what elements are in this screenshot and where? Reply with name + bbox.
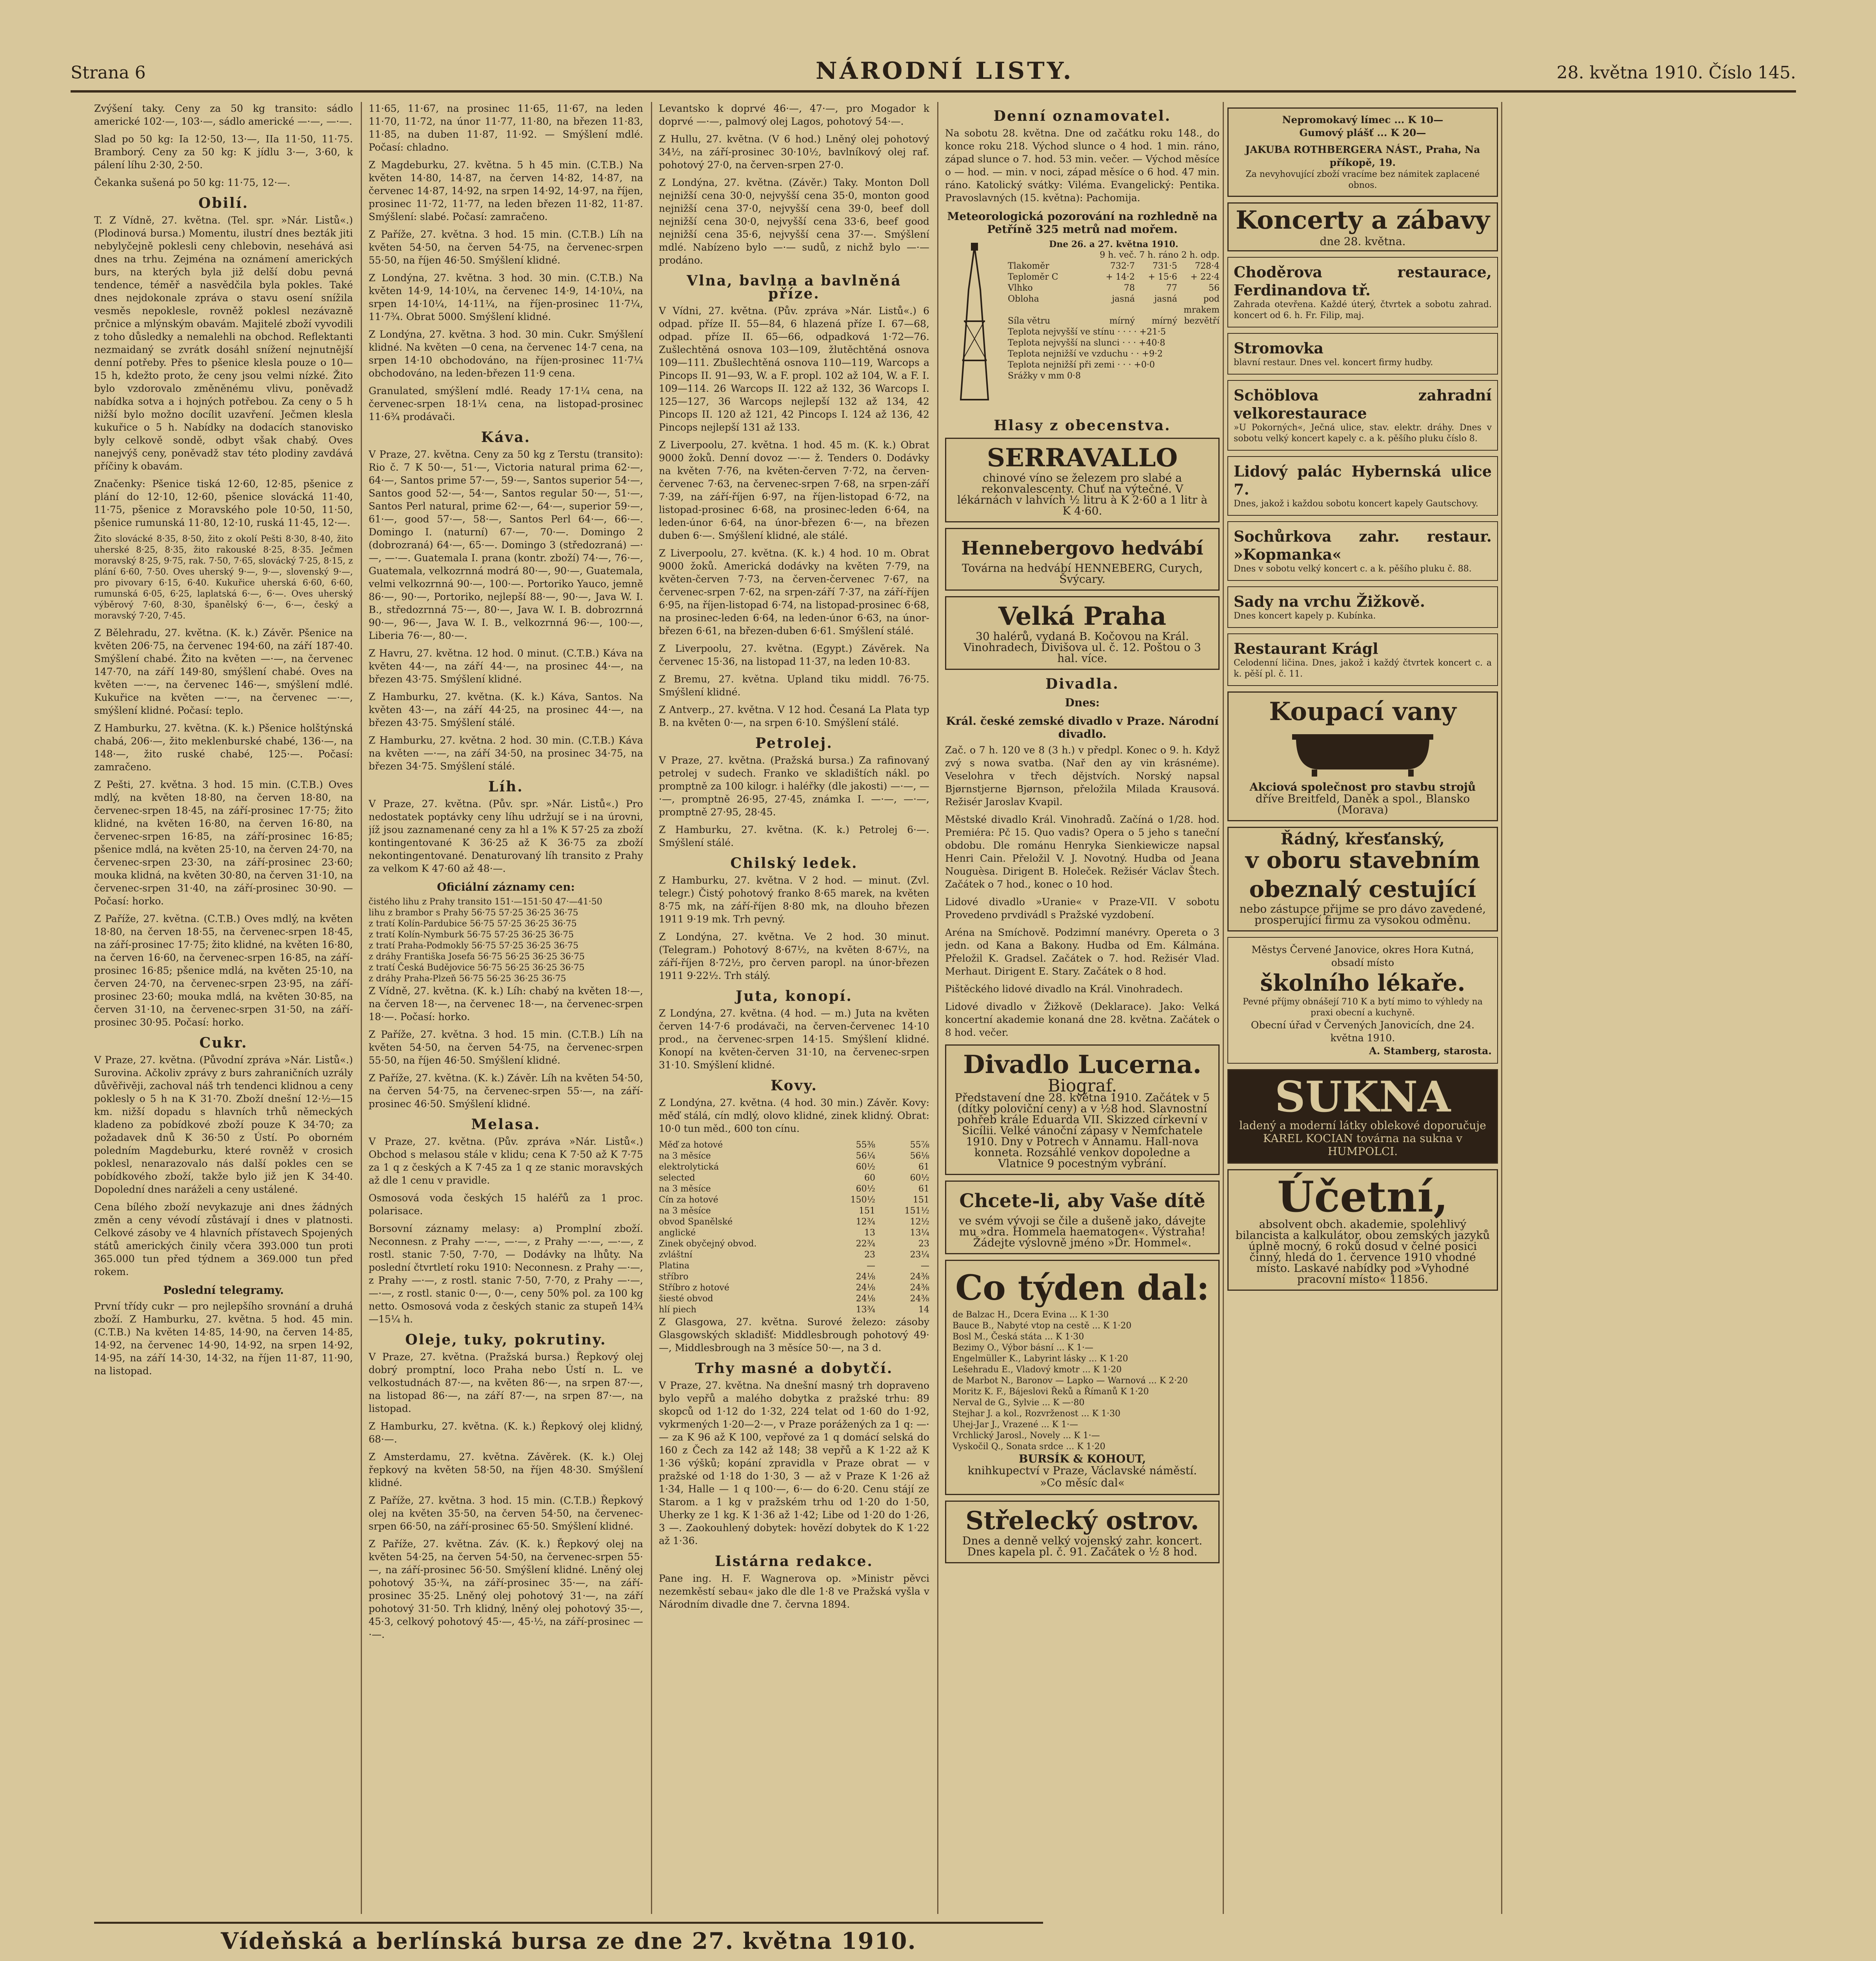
row-value: 13 [864, 1228, 875, 1238]
venue-list [1227, 257, 1498, 686]
venue-ad [1227, 456, 1498, 516]
paragraph: V Praze, 27. května. Ceny za 50 kg z Terstu (transito): Rio č. 7 K 50·—, 51·—, Victoria natural prima 62·—, 64·—, Santos prime 57·—, 59·—, Santos superior 54·—, Santos good 52·—, 54·—, Santos regular 50·—, 51·—, Santos Perl natural, prime 62·—, 64·—, superior 59·—, 61·—, good 57·—, 58·—, Santos Perl 64·—, 66·—. Domingo I. (naturní) 67·—, 70·—. Domingo 2 (dobrozraná) 64·—, 65·—. Domingo 3 (středozraná) —·—, —·—. Guatemala I. prana (kontr. zboží) 74·—, 76·—, Guatemala, velkozrnná modrá 80·—, 90·—, Guatemala, velmi velkozrnná 90·—, 100·—. Portoriko Yauco, jemně 86·—, 90·—, Portoriko, nejlepší 88·—, 90·—, Java W. I. B., středozrnná 75·—, 80·—, Java W. I. B. dobrozrnná 90·—, 96·—, Java W. I. B., velkozrnná 96·—, 100·—, Liberia 76·—, 80·—. [369, 449, 643, 641]
table-row [659, 1184, 929, 1195]
paragraph: V Praze, 27. května. (Pův. zpráva »Nár. Listů«.) Obchod s melasou stále v klidu; cena K 7·50 až K 7·75 za 1 q z českých a K 7·45 za 1 q ze stanic moravských až dle 1 cenu v pravidle. [369, 1136, 643, 1186]
section-heading: Trhy masné a dobytčí. [695, 1360, 893, 1377]
table-row: z dráhy Praha-Plzeň 56·75 56·25 36·25 36·75 [369, 974, 566, 984]
row-value: bezvětří [1184, 316, 1220, 326]
list-item: Uhej-Jar J., Vrazené ... K 1·— [953, 1420, 1078, 1430]
petrin-tower-icon [945, 243, 1004, 407]
ad-text: absolvent obch. akademie, spolehlivý bilancista a kalkulátor, obou zemských jazyků úplně mocný, 6 roků dosud v čelné posici činný, hledá do 1. července 1910 vhodné místo. Laskavé nabídky pod »Vyhodné pracovní místo« 11856. [1235, 1218, 1490, 1286]
row-label: Obloha [1008, 294, 1039, 304]
paragraph: Městské divadlo Král. Vinohradů. Začíná o 1/28. hod. Premiéra: Pč 15. Quo vadis? Opera o 5 jeho s taneční obdobu. Dle románu Henryka Sienkiewicze napsal Henri Cain. Přeložil V. J. Novotný. Hudba od Jeana Nouguèsa. Dirigent B. Holeček. Režisér Václav Štech. Začátek o 7 hod., konec o 10 hod. [945, 814, 1220, 890]
ad-text: Městys Červené Janovice, okres Hora Kutná, obsadí místo [1251, 944, 1474, 968]
section-heading: Káva. [481, 429, 531, 446]
column-rule [361, 102, 362, 1914]
row-label: Vlhko [1008, 283, 1033, 293]
row-value: 60 [864, 1173, 875, 1183]
list-item: Moritz K. F., Bájeslovi Řeků a Římanů K 1·20 [953, 1387, 1149, 1397]
ad-title: Řádný, křesťanský, [1280, 830, 1445, 848]
row-value: 56 [1209, 283, 1220, 293]
paragraph: V Praze, 27. května. (Původní zpráva »Nár. Listů«.) Surovina. Ačkoliv zprávy z burs zahraničních uzrály důvěřivěji, zachoval náš trh tendenci klidnou a ceny poklesly o 5 h na K 31·70. Zboží dnešní 12·½—15 km. nižší dopadu s hlavních trhů německých kladeno za pobídkové zboží pouze K 34·70; za požadavek dnů K 36·50 z Ústí. Po oborném poledním Magdeburku, které rovněž v crosich poklesl, nenarazovalo nás další pokles cen se pobídkového zboží, takže bylo již jen K 34·40. Dopolední dnes naráželi a ceny ustálené. [94, 1054, 353, 1195]
row-label: stříbro [659, 1272, 689, 1282]
paragraph: Z Magdeburku, 27. května. 5 h 45 min. (C.T.B.) Na květen 14·80, 14·87, na červen 14·82, 14·87, na červenec 14·87, 14·92, na srpen 14·92, 14·97, na říjen, prosinec 11·72, 11·77, na leden březen 11·82, 11·87. Smýšlení: slabé. Počasí: zamračeno. [369, 159, 643, 222]
ad-publisher: BURSÍK & KOHOUT, [1018, 1452, 1146, 1465]
paragraph: Osmosová voda českých 15 haléřů za 1 proc. polarisace. [369, 1192, 643, 1217]
paragraph: Z Hamburku, 27. května. (K. k.) Petrolej 6·—. Smýšlení stálé. [659, 824, 929, 848]
paragraph: Slad po 50 kg: Ia 12·50, 13·—, IIa 11·50, 11·75. Bramborý. Ceny za 50 kg: K jídlu 3·—, 3·60, k pálení líhu 2·30, 2·50. [94, 133, 353, 171]
row-value: 13¾ [856, 1305, 875, 1315]
paragraph: Z Londýna, 27. května. Ve 2 hod. 30 minut. (Telegram.) Pohotový 8·67½, na květen 8·67½, na září-říjen 8·72½, pro červen paropl. na únor-březen 1911 9·22½. Trh stálý. [659, 931, 929, 981]
section-heading: Kovy. [771, 1077, 818, 1094]
bathtub-icon [1288, 726, 1437, 777]
paragraph: Z Antverp., 27. května. V 12 hod. Česaná La Plata typ B. na květen 0·—, na srpen 6·10. Smýšlení stálé. [659, 704, 929, 728]
paragraph: Z Liverpoolu, 27. května. (K. k.) 4 hod. 10 m. Obrat 9000 žoků. Americká dodávky na květen 7·79, na květen-červen 7·73, na červen-červenec 7·67, na červenec-srpen 7·62, na srpen-září 7·37, na září-říjen 6·95, na říjen-listopad 6·74, na listopad-prosinec 6·68, na prosinec-leden 6·64, na leden-únor 6·63, na únor-březen 6·61, na březen-duben 6·61. Smýšlení stálé. [659, 548, 929, 637]
paragraph: Žito slovácké 8·35, 8·50, žito z okolí Pešti 8·30, 8·40, žito uherské 8·25, 8·35, žito rakouské 8·25, 8·35. Ječmen moravský 8·25, 9·75, rak. 7·50, 7·65, slovácký 7·25, 8·15, z plání 6·60, 7·50. Oves uherský 9·—, 9·—, slovenský 9·—, pro pivovary 6·15, 6·40. Kukuřice uherská 6·60, 6·60, rumunská 6·05, 6·25, laplatská 6·—, 6·—. Oves uherský výběrový 7·60, 8·30, španělský 6·—, 6·—, český a moravský 7·20, 7·45. [94, 534, 353, 621]
table-row [659, 1282, 929, 1293]
row-value: 24⅛ [856, 1283, 875, 1293]
paragraph: Z Glasgowa, 27. května. Surové železo: zásoby Glasgowských skladišť: Middlesbrough pohotový 49·—, Middlesbrough na 3 měsíce 50·—, na 3 d. [659, 1316, 929, 1353]
meteo-rows [1008, 261, 1220, 327]
ad-hommel [945, 1181, 1220, 1254]
paragraph: V Praze, 27. května. (Pův. spr. »Nár. Listů«.) Pro nedostatek poptávky ceny líhu udržují se i na úrovni, jíž jsou zaznamenané ceny za hl a 1% K 57·25 za zboží kontingentované K 36·25 až K 36·75 za zboží nekontingentované. Denaturovaný líh transito z Prahy za velkom K 47·60 až 48·—. [369, 798, 643, 874]
paragraph: Na sobotu 28. května. Dne od začátku roku 148., do konce roku 218. Východ slunce o 4 hod. 1 min. ráno, západ slunce o 7. hod. 53 min. večer. — Východ měsíce o — hod. — min. v noci, západ měsíce o 6 hod. 47 min. ráno. Katolický svátky: Viléma. Evangelický: Pentika. Pravoslavných (15. května): Pachomija. [945, 127, 1220, 204]
row-value: 151 [859, 1206, 875, 1216]
table-row [659, 1195, 929, 1206]
row-value: 61 [918, 1162, 929, 1172]
ad-text: Představení dne 28. května 1910. Začátek v 5 (dítky poloviční ceny) a v ½8 hod. Slavnostní pohřeb krále Eduarda VII. Skizzed církevní v Sicílii. Velké vánoční zápasy v Nemfchatele 1910. Dny v Potrech v Annamu. Hall-nova konneta. Rozsáhlé venkov dopoledne a Vlatnice 9 pocestným vybrání. [954, 1091, 1210, 1170]
ad-text: dříve Breitfeld, Daněk a spol., Blansko (Morava) [1255, 792, 1470, 816]
page-number: Strana 6 [71, 63, 146, 83]
paragraph: Značenky: Pšenice tiská 12·60, 12·85, pšenice z plání do 12·10, 12·60, pšenice slovácká 11·40, 11·75, pšenice z Moravského pole 10·50, 11·50, pšenice rumunská 11·80, 12·10, ruská 11·45, 12·—. [94, 478, 353, 528]
paragraph: Z Paříže, 27. května. Záv. (K. k.) Řepkový olej na květen 54·25, na červen 54·50, na červenec-srpen 55·—, na září-prosinec 56·50. Smýšlení klidné. Lněný olej pohotový 35·¾, na září-prosinec 35·—, na září-prosinec 35·25. Lněný olej pohotový 31·—, na září pohotový 31·50. Trh klidný, lněný olej pohotový 35·—, 45·3, celkový pohotový 45·—, 45·½, na září-prosinec —·—. [369, 1538, 643, 1640]
ad-books [945, 1260, 1220, 1495]
ad-text: chinové víno se železem pro slabé a rekonvalescenty. Chuť na výtečné. V lékárnách v lahvích ½ litru à K 2·60 a 1 litr à K 4·60. [957, 471, 1208, 517]
book-list [953, 1310, 1212, 1452]
ad-text: 30 halérů, vydaná B. Kočovou na Král. Vinohradech, Divišova ul. č. 12. Poštou o 3 hal. více. [963, 630, 1201, 665]
row-label: elektrolytická [659, 1162, 719, 1172]
paragraph: Z Paříže, 27. května. 3 hod. 15 min. (C.T.B.) Líh na květen 54·50, na červen 54·75, na červenec-srpen 55·50, na říjen 46·50. Smýšlení klidné. [369, 1029, 643, 1066]
section-heading: Líh. [488, 779, 524, 795]
table-row: z tratí Česká Budějovice 56·75 56·25 36·25 36·75 [369, 963, 585, 973]
paragraph: Z Bělehradu, 27. května. (K. k.) Závěr. Pšenice na květen 206·75, na červenec 194·60, na září 187·40. Smýšlení chabé. Žito na květen —·—, na červenec 147·70, na září 149·80, smýšlení chabé. Oves na květen —·—, na červenec 146·—, smýšlení mdlé. Kukuřice na květen —·—, na červenec —·—, smýšlení klidné. Počasí: teplo. [94, 627, 353, 716]
list-item: Nerval de G., Sylvie ... K —·80 [953, 1398, 1085, 1408]
paragraph: Lidové divadlo »Uranie« v Praze-VII. V sobotu Provedeno prvdivádl s Pražské vyzdobení. [945, 896, 1220, 920]
venue-text: Dnes, jakož i každou sobotu koncert kapely Gautschovy. [1234, 499, 1478, 509]
venue-ad [1227, 521, 1498, 581]
column-rule [1501, 102, 1502, 1914]
paragraph: Z Hullu, 27. května. (V 6 hod.) Lněný olej pohotový 34½, na září-prosinec 30·10½, bavlníkový olej raf. pohotový 27·0, na červen-srpen 27·0. [659, 133, 929, 171]
paragraph: Aréna na Smíchově. Podzimní manévry. Opereta o 3 jedn. od Kana a Bakony. Hudba od Em. Kálmána. Přeložil K. Gradsel. Začátek o 7. hod. Režisér Vlad. Merhaut. Dirigent E. Stary. Začátek o 8 hod. [945, 927, 1220, 977]
paragraph: Levantsko k doprvé 46·—, 47·—, pro Mogador k doprvé —·—, palmový olej Lagos, pohotový 54·—. [659, 103, 929, 127]
column-4 [945, 102, 1220, 1914]
paragraph: Z Londýna, 27. května. (4 hod. — m.) Juta na květen červen 14·7·6 prodávači, na červen-červenec 14·10 prod., na červenec-srpen 14·15. Smýšlení klidné. Konopí na květen-červen 31·10, na červenec-srpen 31·10. Smýšlení klidné. [659, 1008, 929, 1071]
ad-text: »Co měsíc dal« [1040, 1476, 1125, 1489]
ad-lekar [1227, 937, 1498, 1064]
row-label: anglické [659, 1228, 696, 1238]
row-value: 24⅛ [856, 1272, 875, 1282]
meteo-extra: Teplota nejvyšší na slunci · · · +40·8 [1008, 338, 1165, 348]
table-row [659, 1140, 929, 1151]
meteo-block [945, 239, 1220, 411]
row-label: na 3 měsíce [659, 1151, 711, 1161]
row-value: 55⅜ [856, 1140, 875, 1150]
venue-name: Stromovka [1234, 339, 1323, 357]
table-row [659, 1272, 929, 1282]
ad-line: Gumový plášť ... K 20— [1299, 127, 1426, 138]
row-value: 60½ [856, 1184, 875, 1194]
table-row [659, 1239, 929, 1250]
row-value: 151 [913, 1195, 929, 1205]
venue-text: Celodenní ličina. Dnes, jakož i každý čtvrtek koncert c. a k. pěší pl. č. 11. [1234, 658, 1492, 679]
row-label: na 3 měsíce [659, 1184, 711, 1194]
list-item: Bosl M., Česká státa ... K 1·30 [953, 1332, 1084, 1342]
row-value: 56¼ [856, 1151, 875, 1161]
ad-title: Chcete-li, aby Vaše dítě [959, 1190, 1205, 1212]
ad-text: JAKUBA ROTHBERGERA NÁST., Praha, Na příkopě, 19. [1245, 144, 1480, 168]
row-label: hlí piech [659, 1305, 696, 1315]
venue-name: Schöblova zahradní velkorestaurace [1234, 386, 1492, 422]
section-heading: Dnes: [1065, 696, 1100, 709]
meteo-extra: Teplota nejnižší při zemi · · · +0·0 [1008, 360, 1155, 370]
paragraph: Z Londýna, 27. května. (Závěr.) Taky. Monton Doll nejnižší cena 30·0, nejvyšší cena 35·0, monton good nejnižší cena 37·0, nejvyšší cena 39·0, beef doll nejnižší cena 30·0, nejvyšší cena 33·6, beef good nejnižší cena 35·6, nejvyšší cena 37·—. Smýšlení mdlé. Nabízeno bylo —·— sudů, z nichž bylo —·— prodáno. [659, 177, 929, 266]
table-row [659, 1173, 929, 1184]
row-label: Cín za hotové [659, 1195, 718, 1205]
table-row [659, 1217, 929, 1228]
section-heading: Obilí. [198, 195, 249, 211]
paragraph: Z Londýna, 27. května. 3 hod. 30 min. Cukr. Smýšlení klidné. Na květen —0 cena, na červenec 14·7 cena, na srpen 14·10 obchodováno, na říjen-prosinec 11·7¼ obchodováno, na leden-březen 11·9 cena. [369, 329, 643, 379]
ad-title: Koupací vany [1269, 697, 1456, 726]
ad-subtitle: Biograf. [1047, 1076, 1117, 1096]
paragraph: Čekanka sušená po 50 kg: 11·75, 12·—. [94, 177, 291, 188]
meteo-extra: Teplota nejvyšší ve stínu · · · · +21·5 [1008, 327, 1166, 337]
ad-title: SERRAVALLO [987, 443, 1178, 473]
column-rule [1223, 102, 1224, 1914]
ad-title: školního lékaře. [1260, 970, 1465, 996]
section-heading: Chilský ledek. [730, 855, 858, 871]
paragraph: Borsovní záznamy melasy: a) Promplní zboží. Neconnesn. z Prahy —·—, —·—, z Prahy —·—, —·—, z rostl. stanic 7·50, 7·70, — Dodávky na lhůty. Na poslední čtvrtletí roku 1910: Neconnesn. z Prahy —·—, z Prahy —·—, z rostl. stanic 7·50, 7·70, z Prahy —·—, —·—, z rostl. stanic 0·—, 0·—, ceny 50% pol. za 100 kg netto. Osmosová voda z českých stanic za stupeň 14¾—15¼ h. [369, 1223, 643, 1325]
row-value: 24⅜ [910, 1283, 929, 1293]
paragraph: Z Hamburku, 27. května. V 2 hod. — minut. (Zvl. telegr.) Čistý pohotový franko 8·65 marek, na květen 8·75 mk, na září-říjen 8·80 mk, na dlouho březen 1911 9·19 mk. Trh pevný. [659, 875, 929, 925]
ad-text: knihkupectví v Praze, Václavské náměstí. [967, 1464, 1197, 1477]
paragraph: Granulated, smýšlení mdlé. Ready 17·1¼ cena, na červenec-srpen 18·1¼ cena, na listopad-prosinec 11·6¾ prodávači. [369, 385, 643, 422]
list-item: de Marbot N., Baronov — Lapko — Warnová ... K 2·20 [953, 1376, 1188, 1386]
row-label: na 3 měsíce [659, 1206, 711, 1216]
row-value: 731·5 [1153, 261, 1177, 271]
column-1 [94, 102, 353, 1914]
ad-text: Za nevyhovující zboží vracíme bez námitek zaplacené obnos. [1245, 169, 1480, 190]
ad-text: ladený a moderní látky oblekové doporučuje KAREL KOCIAN továrna na sukna v HUMPOLCI. [1239, 1119, 1486, 1158]
ad-title: Hennebergovo hedvábí [961, 537, 1203, 559]
row-value: 150½ [850, 1195, 875, 1205]
meteo-extra: Teplota nejnižší ve vzduchu · · +9·2 [1008, 349, 1163, 359]
section-heading: Melasa. [471, 1116, 541, 1133]
column-rule [937, 102, 938, 1914]
row-value: 56⅛ [910, 1151, 929, 1161]
section-heading: Listárna redakce. [715, 1553, 873, 1570]
row-label: Síla větru [1008, 316, 1051, 326]
list-item: de Balzac H., Dcera Evina ... K 1·30 [953, 1310, 1109, 1320]
paragraph: Z Vídně, 27. května. (K. k.) Líh: chabý na květen 18·—, na červen 18·—, na červenec 18·—, na červenec-srpen 18·—. Počasí: horko. [369, 985, 643, 1022]
ad-text: ve svém vývoji se čile a dušeně jako, dávejte mu »dra. Hommela haematogen«. Výstraha! Žádejte výslovně jméno »Dr. Hommel«. [959, 1214, 1206, 1249]
column-3 [659, 102, 929, 1914]
paragraph: T. Z Vídně, 27. května. (Tel. spr. »Nár. Listů«.) (Plodinová bursa.) Momentu, ilustrí dnes bezták jiti nebylyčejně poklesli ceny chlebovin, nesehává asi dnes na trhu. Zejména na oznámení amerických burs, na kterých byla již delší dobu pevná tendence, téměř a nasvědčila byla pokles. Také dnes nejdokonale zpráva o stavu osení snížila vesměs nepoklesle, rovněž poklesl nezávazně prčnice a mlýnským obavám. Majitelé zboží vyvodili z toho důsledky a nemalehli na obchod. Reflektanti nezmaidaný se zvrátk dosáhl snížení nejnutnější denní potřeby. Přes to pšenice klesla pouze o 10—15 h, kdežto proto, že ceny jsou velmi nízké. Žito bylo vzdorovalo změněnému vlivu, poněvadž nabídka sotva a i hojných potřebou. Za ceny o 5 h nižší bylo možno docílit uzavření. Ječmen klesla kukuřice o 5 h. Nabídky na dodacích stanovisko byly celkově sondě, odbyt však chabý. Oves nanejvýš ceny, poněvadž stav této plodiny zavdává příčiny k obavám. [94, 215, 353, 472]
table-row [659, 1261, 929, 1272]
ad-text: Dnes a denně velký vojenský zahr. koncert. Dnes kapela pl. č. 91. Začátek o ½ 8 hod. [962, 1534, 1203, 1558]
row-label: šiesté obvod [659, 1294, 713, 1304]
ad-title: SUKNA [1274, 1072, 1451, 1122]
paragraph: V Vídni, 27. května. (Pův. zpráva »Nár. Listů«.) 6 odpad. příze II. 55—84, 6 hlazená příze I. 67—68, odpad. příze II. 65—66, odpadková 1·72—76. Zušlechtěná osnova 103—109, žlutěchtěná osnova 109—111. Zbušlechtěná osnova 110—119, Warcops a Pincops II. 91—93, W. a F. propl. 102 až 104, W. a F. I. 109—114. 26 Warcops II. 122 až 132, 36 Warcops I. 125—127, 36 Warcops nejlepší 132 až 134, 42 Pincops II. 120 až 121, 42 Pincops I. 124 až 136, 42 Pincops nejlepší 131 až 133. [659, 305, 929, 433]
section-heading: Poslední telegramy. [163, 1284, 284, 1297]
paragraph: Z Liverpoolu, 27. května. (Egypt.) Závěrek. Na červenec 15·36, na listopad 11·37, na leden 10·83. [659, 643, 929, 667]
price-table [369, 897, 643, 984]
column-5 [1227, 102, 1498, 1914]
ad-henneberg [945, 528, 1220, 591]
paragraph: Cena bílého zboží nevykazuje ani dnes žádných změn a ceny vévodí zůstávají i dnes v platnosti. Celkové zásoby ve 4 hlavních přístavech Spojených států amerických činily včera 393.000 tun proti 365.000 tun před týdnem a 369.000 tun před rokem. [94, 1201, 353, 1277]
row-label: Zinek obyčejný obvod. [659, 1239, 757, 1249]
venue-name: Sady na vrchu Žižkově. [1234, 593, 1425, 610]
meteo-row [1008, 294, 1220, 316]
row-value: 60½ [910, 1173, 929, 1183]
venue-ad [1227, 333, 1498, 375]
row-value: + 14·2 [1105, 272, 1135, 282]
row-label: selected [659, 1173, 695, 1183]
ad-text: Továrna na hedvábí HENNEBERG, Curych, Švýcary. [962, 562, 1203, 586]
ad-title: Účetní, [1277, 1172, 1448, 1222]
masthead: NÁRODNÍ LISTY. [816, 57, 1074, 85]
venue-text: blavní restaur. Dnes vel. koncert firmy hudby. [1234, 358, 1433, 367]
ad-strelecky [945, 1501, 1220, 1563]
row-value: 13¼ [910, 1228, 929, 1238]
paragraph: Z Paříže, 27. května. 3 hod. 15 min. (C.T.B.) Líh na květen 54·50, na červen 54·75, na červenec-srpen 55·50, na říjen 46·50. Smýšlení klidné. [369, 229, 643, 266]
table-row [659, 1206, 929, 1217]
ad-title: v oboru stavebním obeznalý cestující [1245, 847, 1480, 902]
koncerty-box [1227, 202, 1498, 251]
paragraph: Zač. o 7 h. 120 ve 8 (3 h.) v předpl. Konec o 9. h. Když zvý s nowa svatba. (Nař den ay vin krásnéme). Veselohra v třech dějstvích. Norský napsal Bjørnstjerne Bjørnson, přeložila Milada Krausová. Režisér Jaroslav Kvapil. [945, 744, 1220, 808]
table-row [659, 1250, 929, 1261]
row-value: + 15·6 [1148, 272, 1177, 282]
row-value: 151½ [904, 1206, 929, 1216]
meteo-row [1008, 283, 1220, 294]
row-value: — [921, 1261, 929, 1271]
paragraph: První třídy cukr — pro nejlepšího srovnání a druhá zboží. Z Hamburku, 27. května. 5 hod. 45 min. (C.T.B.) Na květen 14·85, 14·90, na červen 14·85, 14·92, na červenec 14·90, 14·92, na srpen 14·92, 14·95, na září 14·30, 14·32, na říjen 11·87, 11·90, na listopad. [94, 1301, 353, 1377]
venue-ad [1227, 380, 1498, 451]
section-heading: Juta, konopí. [736, 988, 853, 1004]
row-value: jasná [1154, 294, 1177, 304]
section-heading: Denní oznamovatel. [993, 108, 1171, 124]
ad-ucetni [1227, 1169, 1498, 1291]
row-label: Platina [659, 1261, 690, 1271]
meteo-columns: 9 h. več. 7 h. ráno 2 h. odp. [1100, 250, 1220, 260]
paragraph: V Praze, 27. května. Na dnešní masný trh dopraveno bylo vepřů a malého dobytka z pražské trhu: 89 skopců od 1·12 do 1·32, 224 telat od 1·60 do 1·92, vykrmených 1·20—2·—, v Praze porážených za 1 q: —·— za K 96 až K 100, vepřové za 1 q domácí selská do 160 z Čech za 142 až 148; 38 vepřů a K 1·22 až K 1·36 výšků; kopání zpravidla v Praze obrat — v pražské od 1·18 do 1·30, 3 — až v Praze K 1·26 až 1·34, Halle — 1 q 100·—, 6·— do 6·20. Cenu stájí ze Starom. a 1 kg v pražském trhu od 1·20 do 1·50, Uherky ze 1 kg. K 1·36 až 1·42; Libe od 1·20 do 1·26, 3 —. Zaokouhlený dobytek: hovězí dobytek do K 1·22 až 1·36. [659, 1380, 929, 1546]
paragraph: Z Paříže, 27. května. 3 hod. 15 min. (C.T.B.) Řepkový olej na květen 35·50, na červen 54·50, na červenec-srpen 66·50, na září-prosinec 65·50. Smýšlení klidné. [369, 1495, 643, 1532]
ad-title: Střelecký ostrov. [965, 1506, 1199, 1535]
section-heading: Oleje, tuky, pokrutiny. [405, 1332, 607, 1348]
list-item: Vyskočil Q., Sonata srdce ... K 1·20 [953, 1442, 1105, 1452]
row-value: 23 [918, 1239, 929, 1249]
row-value: 728·4 [1195, 261, 1220, 271]
list-item: Lešehradu E., Vladový kmotr ... K 1·20 [953, 1365, 1122, 1375]
paragraph: Pane ing. H. F. Wagnerova op. »Ministr pěvci nezemkěstí sebau« jako dle dle 1·8 ve Pražská vyšla v Národním divadle dne 7. června 1894. [659, 1573, 929, 1610]
section-heading: Divadla. [1045, 676, 1119, 692]
venue-name: Restaurant Krágl [1234, 640, 1378, 657]
meteo-extra: Srážky v mm 0·8 [1008, 371, 1081, 381]
venue-text: Dnes v sobotu velký koncert c. a k. pěšího pluku č. 88. [1234, 564, 1472, 574]
venue-ad [1227, 633, 1498, 686]
row-label: zvláštní [659, 1250, 693, 1260]
row-label: Tlakoměr [1008, 261, 1049, 271]
venue-name: Choděrova restaurace, Ferdinandova tř. [1234, 263, 1492, 299]
ad-text: Akciová společnost pro stavbu strojů [1249, 780, 1476, 793]
meteo-row [1008, 316, 1220, 327]
paragraph: Z Londýna, 27. května. (4 hod. 30 min.) Závěr. Kovy: měď stálá, cín mdlý, olovo klidné, zinek klidný. Obrat: 10·0 tun měd., 600 ton cínu. [659, 1097, 929, 1134]
list-item: Engelmüller K., Labyrint lásky ... K 1·20 [953, 1354, 1128, 1364]
section-date: dne 28. května. [1320, 235, 1406, 248]
ad-bathtubs [1227, 691, 1498, 821]
row-value: 23¼ [910, 1250, 929, 1260]
meteo-table [1008, 239, 1220, 411]
metals-table [659, 1140, 929, 1315]
table-row [659, 1304, 929, 1315]
table-row [659, 1228, 929, 1239]
row-value: + 22·4 [1190, 272, 1220, 282]
list-item: Bezimy O., Výbor básní ... K 1·— [953, 1343, 1094, 1353]
row-value: 78 [1124, 283, 1135, 293]
ad-serravallo [945, 438, 1220, 522]
ad-title: Divadlo Lucerna. [963, 1050, 1202, 1079]
theatre-name: Král. české zemské divadlo v Praze. Národní divadlo. [946, 715, 1219, 740]
section-heading: Meteorologická pozorování na rozhledně na Petříně 325 metrů nad mořem. [947, 210, 1218, 236]
ad-text: nebo zástupce přijme se pro dávo zavedené, prosperující firmu za vysokou odměnu. [1239, 902, 1486, 926]
row-value: 24⅛ [856, 1294, 875, 1304]
paragraph: Z Havru, 27. května. 12 hod. 0 minut. (C.T.B.) Káva na květen 44·—, na září 44·—, na prosinec 44·—, na březen 43·75. Smýšlení klidné. [369, 648, 643, 685]
table-row: z tratí Kolín-Pardubice 56·75 57·25 36·25 36·75 [369, 919, 577, 929]
row-value: 77 [1166, 283, 1177, 293]
meteo-row [1008, 261, 1220, 272]
paragraph: Z Liverpoolu, 27. května. 1 hod. 45 m. (K. k.) Obrat 9000 žoků. Denní dovoz —·— ž. Tenders 0. Dodávky na květen 7·76, na květen-červen 7·72, na červen-červenec 7·63, na červenec-srpen 7·68, na srpen-září 7·39, na září-říjen 6·97, na říjen-listopad 6·72, na listopad-prosinec 6·68, na prosinec-leden 6·64, na leden-únor 6·64, na únor-březen 6·—, na březen duben 6·—. Smýšlení klidné, ale stálé. [659, 439, 929, 541]
row-label: Měď za hotové [659, 1140, 723, 1150]
table-row [659, 1151, 929, 1162]
paragraph: Z Paříže, 27. května. (C.T.B.) Oves mdlý, na květen 18·80, na červen 18·55, na červenec-srpen 18·45, na září-prosinec 17·75; žito klidné, na květen 16·80, na červen 16·60, na červenec-srpen 16·85, na září-prosinec 16·85; pšenice mdlá, na květen 25·10, na červen 24·70, na červenec-srpen 23·95, na září-prosinec 23·60; mouka mdlá, na květen 30·85, na červen 31·10, na červenec-srpen 31·50, na září-prosinec 30·95. Počasí: horko. [94, 913, 353, 1028]
row-value: 24⅜ [910, 1272, 929, 1282]
venue-name: Sochůrkova zahr. restaur. »Kopmanka« [1234, 528, 1492, 563]
row-value: 60½ [856, 1162, 875, 1172]
paragraph: Z Amsterdamu, 27. května. Závěrek. (K. k.) Olej řepkový na květen 58·50, na říjen 48·30. Smýšlení klidné. [369, 1451, 643, 1488]
row-value: 14 [918, 1305, 929, 1315]
paragraph: 11·65, 11·67, na prosinec 11·65, 11·67, na leden 11·70, 11·72, na únor 11·77, 11·80, na březen 11·83, 11·85, na duben 11·87, 11·92. — Smýšlení mdlé. Počasí: chladno. [369, 103, 643, 153]
venue-ad [1227, 586, 1498, 628]
row-value: mírný [1151, 316, 1177, 326]
section-heading: Vlna, bavlna a bavlněná příze. [687, 273, 902, 302]
row-value: — [867, 1261, 875, 1271]
ad-rothberger [1227, 107, 1498, 197]
row-value: 732·7 [1110, 261, 1135, 271]
section-heading: Koncerty a zábavy [1235, 206, 1490, 235]
ad-signature: A. Stamberg, starosta. [1369, 1045, 1492, 1057]
row-value: 12¾ [856, 1217, 875, 1227]
row-label: Stříbro z hotové [659, 1283, 729, 1293]
paragraph: Z Hamburku, 27. května. 2 hod. 30 min. (C.T.B.) Káva na květen —·—, na září 34·50, na prosinec 34·75, na březen 34·75. Smýšlení stálé. [369, 735, 643, 772]
column-2 [369, 102, 643, 1914]
venue-text: Zahrada otevřena. Každé úterý, čtvrtek a sobotu zahrad. koncert od 6. h. Fr. Filip, maj. [1234, 300, 1492, 320]
bourse-section [94, 1922, 1043, 1961]
ad-cestujici [1227, 827, 1498, 931]
table-row: z tratí Praha-Podmokly 56·75 57·25 36·25 36·75 [369, 941, 579, 951]
page-header [71, 55, 1796, 93]
venue-ad [1227, 257, 1498, 327]
row-value: 55⅞ [910, 1140, 929, 1150]
row-value: 12½ [910, 1217, 929, 1227]
row-label: Teploměr C [1008, 272, 1058, 282]
section-heading: Petrolej. [755, 735, 833, 751]
paragraph: Z Londýna, 27. května. 3 hod. 30 min. (C.T.B.) Na květen 14·9, 14·10¼, na červenec 14·9, 14·10¼, na srpen 14·10¼, 14·11¼, na říjen-prosinec 11·7¼, 11·7¾. Obrat 5000. Smýšlení klidné. [369, 272, 643, 322]
list-item: Bauce B., Nabyté vtop na cestě ... K 1·20 [953, 1321, 1132, 1331]
paragraph: Z Hamburku, 27. května. (K. k.) Pšenice holštýnská chabá, 206·—, žito meklenburské chabé, 136·—, na 148·—, žito ruské chabé, 125·—. Počasí: zamračeno. [94, 722, 353, 773]
table-row: lihu z brambor s Prahy 56·75 57·25 36·25 36·75 [369, 908, 578, 918]
ad-text: Obecní úřad v Červených Janovicích, dne 24. května 1910. [1251, 1019, 1475, 1044]
paragraph: Z Hamburku, 27. května. (K. k.) Řepkový olej klidný, 68·—. [369, 1421, 643, 1445]
table-row: z dráhy Františka Josefa 56·75 56·25 36·25 36·75 [369, 952, 585, 962]
row-value: 24⅜ [910, 1294, 929, 1304]
ad-velka-praha [945, 596, 1220, 670]
issue-date: 28. května 1910. Číslo 145. [1556, 63, 1796, 83]
table-row [659, 1293, 929, 1304]
row-value: mírný [1109, 316, 1135, 326]
column-6 [1506, 102, 1804, 1914]
ad-text: Pevné příjmy obnášejí 710 K a bytí mimo to výhledy na praxi obecní a kuchyně. [1243, 997, 1483, 1018]
paragraph: Zvýšení taky. Ceny za 50 kg transito: sádlo americké 102·—, 103·—, sádlo americké —·—, —·—. [94, 103, 353, 127]
ad-line: Nepromokavý límec ... K 10— [1282, 114, 1443, 126]
ad-title: Co týden dal: [955, 1267, 1209, 1308]
bourse-title: Vídeňská a berlínská bursa ze dne 27. května 1910. [221, 1928, 916, 1954]
row-value: 23 [864, 1250, 875, 1260]
paragraph: V Praze, 27. května. (Pražská bursa.) Za rafinovaný petrolej v sudech. Franko ve skladištích nákl. po promptně za 100 kilogr. i haléřky (dle jakosti) —·—, —·—, promptně 26·95, 27·45, známka I. —·—, —·—, promptně 27·95, 28·45. [659, 755, 929, 818]
paragraph: Z Pešti, 27. května. 3 hod. 15 min. (C.T.B.) Oves mdlý, na květen 18·80, na červen 18·80, na červenec-srpen 18·45, na září-prosinec 17·75; žito klidné, na květen 16·80, na červen 16·80, na červenec-srpen 16·85, na září-prosinec 16·85; pšenice mdlá, na květen 25·10, na červen 24·70, na červenec-srpen 23·30, na září-prosinec 23·60; mouka klidná, na květen 30·80, na červen 31·10, na červenec-srpen 31·40, na září-prosinec 30·90. — Počasí: horko. [94, 779, 353, 907]
table-row [659, 1162, 929, 1173]
row-label: obvod Spanělské [659, 1217, 733, 1227]
row-value: 61 [918, 1184, 929, 1194]
paragraph: V Praze, 27. května. (Pražská bursa.) Řepkový olej dobrý promptní, loco Praha nebo Ústí n. L. ve velkostudnách 87·—, na květen 86·—, na srpen 87·—, na listopad 86·—, na září 87·—, na srpen 87·—, na listopad. [369, 1351, 643, 1414]
venue-text: »U Pokorných«, Ječná ulice, stav. elektr. dráhy. Dnes v sobotu velký koncert kapely c. a k. pěšího pluku číslo 8. [1234, 423, 1492, 444]
section-heading: Hlasy z obecenstva. [994, 417, 1171, 434]
paragraph: Lidové divadlo v Žižkově (Deklarace). Jako: Velká koncertní akademie konaná dne 28. května. Začátek o 8 hod. večer. [945, 1001, 1220, 1038]
section-heading: Cukr. [199, 1035, 248, 1051]
table-row: z tratí Kolín-Nymburk 56·75 57·25 36·25 36·75 [369, 930, 574, 940]
ad-sukna [1227, 1069, 1498, 1164]
ad-title: Velká Praha [998, 602, 1167, 631]
row-value: jasná [1112, 294, 1135, 304]
table-row: čistého lihu z Prahy transito 151·—151·50 47·—41·50 [369, 897, 602, 907]
list-item: Stejhar J. a kol., Rozvrženost ... K 1·30 [953, 1409, 1121, 1419]
meteo-date: Dne 26. a 27. května 1910. [1049, 239, 1178, 249]
meteo-row [1008, 272, 1220, 283]
paragraph: Z Hamburku, 27. května. (K. k.) Káva, Santos. Na květen 43·—, na září 44·25, na prosinec 44·—, na březen 43·75. Smýšlení stálé. [369, 691, 643, 728]
venue-text: Dnes koncert kapely p. Kubínka. [1234, 611, 1376, 621]
table-heading: Oficiální záznamy cen: [437, 880, 575, 893]
row-value: 22¾ [856, 1239, 875, 1249]
row-value: pod mrakem [1183, 294, 1220, 315]
paragraph: Z Bremu, 27. května. Upland tiku middl. 76·75. Smýšlení klidné. [659, 673, 929, 698]
paragraph: Z Paříže, 27. května. (K. k.) Závěr. Líh na květen 54·50, na červen 54·75, na červenec-srpen 55·—, na září-prosinec 46·50. Smýšlení klidné. [369, 1072, 643, 1110]
column-rule [651, 102, 652, 1914]
list-item: Vrchlický Jarosl., Novely ... K 1·— [953, 1431, 1100, 1441]
ad-lucerna [945, 1044, 1220, 1175]
paragraph: Pištěckého lidové divadlo na Král. Vinohradech. [945, 983, 1183, 995]
venue-name: Lidový palác Hybernská ulice 7. [1234, 462, 1492, 498]
